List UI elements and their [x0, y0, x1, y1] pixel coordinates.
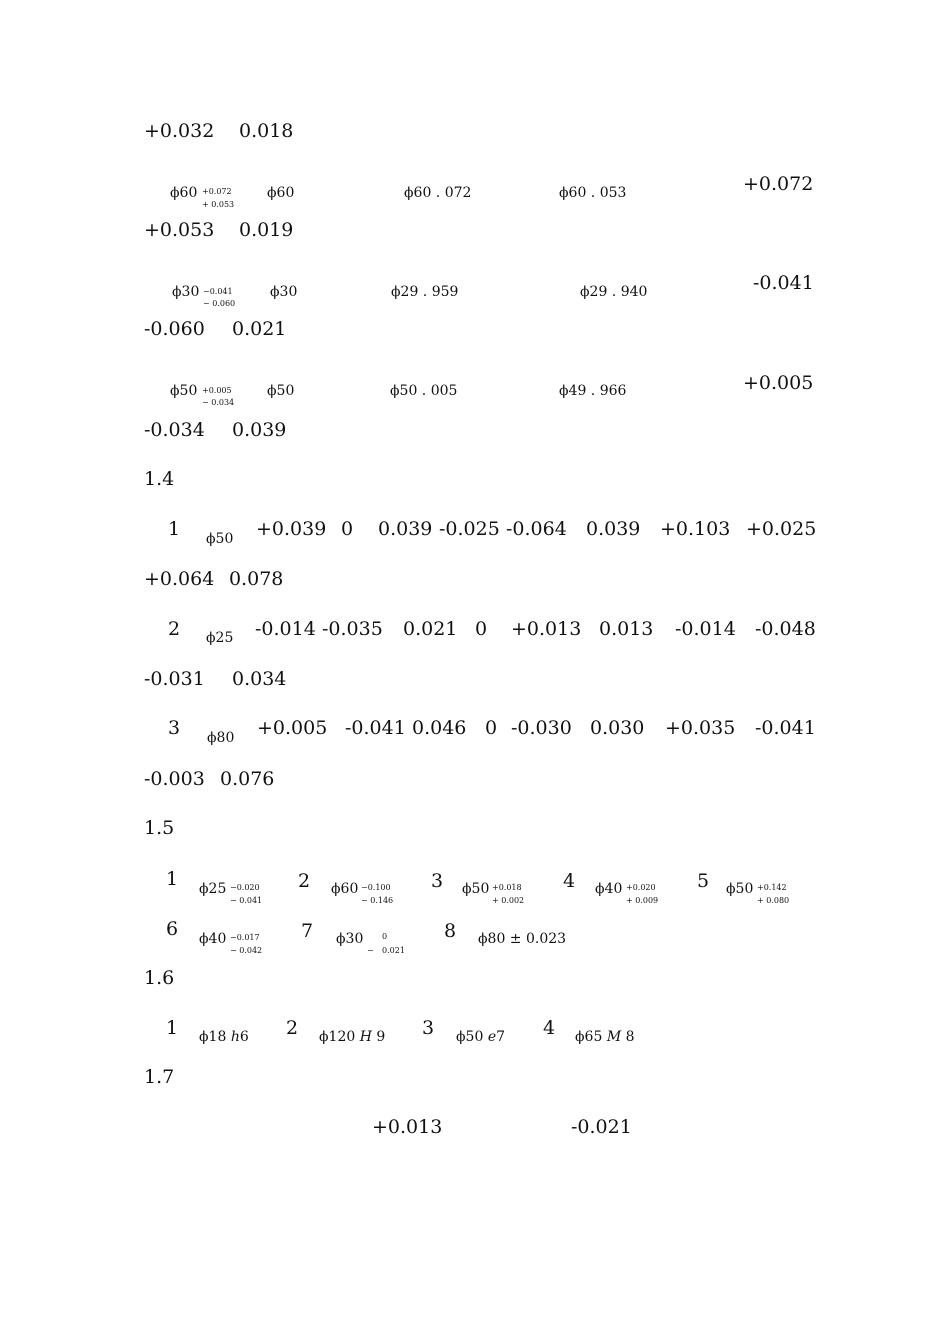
section-number: 1.4: [144, 468, 175, 490]
value-text: +0.035: [665, 717, 736, 739]
value-text: -0.060: [144, 318, 205, 340]
lower-deviation-sign: −: [367, 946, 374, 955]
lower-deviation: 0.021: [382, 946, 405, 955]
lower-deviation: + 0.009: [626, 896, 659, 905]
upper-deviation: −0.020: [230, 883, 260, 892]
max-limit: ϕ50 . 005: [390, 383, 458, 399]
dimension-symbol: ϕ40: [199, 931, 227, 947]
value-text: 0: [341, 518, 354, 540]
lower-deviation: − 0.060: [203, 299, 236, 308]
value-text: 0.034: [232, 668, 287, 690]
item-number: 2: [286, 1017, 299, 1039]
value-text: 0.019: [239, 219, 294, 241]
value-text: 0: [485, 717, 498, 739]
min-limit: ϕ60 . 053: [559, 185, 627, 201]
item-number: 8: [444, 920, 457, 942]
min-limit: ϕ29 . 940: [580, 284, 648, 300]
item-number: 2: [298, 870, 311, 892]
value-text: -0.064: [506, 518, 567, 540]
item-number: 4: [563, 870, 576, 892]
value-text: -0.021: [571, 1116, 632, 1138]
value-text: -0.034: [144, 419, 205, 441]
dimension-symbol: ϕ50: [462, 881, 490, 897]
max-limit: ϕ29 . 959: [391, 284, 459, 300]
dimension-symbol: ϕ80 ± 0.023: [478, 931, 567, 947]
value-text: 0.046: [412, 717, 467, 739]
value-text: -0.003: [144, 768, 205, 790]
value-text: +0.064: [144, 568, 215, 590]
upper-deviation: 0: [382, 932, 388, 941]
value-text: -0.041: [345, 717, 406, 739]
item-number: 3: [431, 870, 444, 892]
upper-deviation: +0.142: [757, 883, 787, 892]
min-limit: ϕ49 . 966: [559, 383, 627, 399]
value-text: -0.041: [755, 717, 816, 739]
upper-deviation: +0.018: [492, 883, 522, 892]
value-text: -0.031: [144, 668, 205, 690]
lower-deviation: − 0.042: [230, 946, 263, 955]
upper-deviation: −0.100: [361, 883, 391, 892]
value-text: 0.030: [590, 717, 645, 739]
row-number: 2: [168, 618, 181, 640]
dimension-symbol: ϕ30: [336, 931, 364, 947]
lower-deviation: − 0.034: [202, 398, 235, 407]
value-text: +0.005: [257, 717, 328, 739]
lower-deviation: − 0.146: [361, 896, 394, 905]
dimension-symbol: ϕ50: [170, 383, 198, 399]
section-number: 1.5: [144, 817, 175, 839]
dimension-symbol: ϕ50: [206, 531, 234, 547]
value-text: -0.014: [675, 618, 736, 640]
basic-size: ϕ50: [267, 383, 295, 399]
value-text: 0.076: [220, 768, 275, 790]
value-text: 0.039: [232, 419, 287, 441]
value-text: 0.018: [239, 120, 294, 142]
dimension-symbol: ϕ50: [726, 881, 754, 897]
value-text: -0.025: [439, 518, 500, 540]
upper-deviation: −0.041: [203, 287, 233, 296]
value-text: -0.041: [753, 272, 814, 294]
lower-deviation: + 0.080: [757, 896, 790, 905]
value-text: +0.032: [144, 120, 215, 142]
dimension-symbol: ϕ60: [331, 881, 359, 897]
upper-deviation: +0.072: [202, 187, 232, 196]
value-text: 0.013: [599, 618, 654, 640]
item-number: 6: [166, 918, 179, 940]
dimension-symbol: ϕ25: [206, 630, 234, 646]
basic-size: ϕ30: [270, 284, 298, 300]
value-text: 0.039: [378, 518, 433, 540]
upper-deviation: +0.020: [626, 883, 656, 892]
value-text: +0.103: [660, 518, 731, 540]
dimension-symbol: ϕ40: [595, 881, 623, 897]
value-text: +0.053: [144, 219, 215, 241]
value-text: 0.021: [403, 618, 458, 640]
lower-deviation: + 0.053: [202, 200, 235, 209]
item-number: 7: [301, 920, 314, 942]
tolerance-code: ϕ120 H 9: [319, 1029, 386, 1045]
value-text: 0: [475, 618, 488, 640]
value-text: -0.014: [255, 618, 316, 640]
section-number: 1.6: [144, 967, 175, 989]
basic-size: ϕ60: [267, 185, 295, 201]
value-text: +0.025: [746, 518, 817, 540]
value-text: -0.030: [511, 717, 572, 739]
tolerance-code: ϕ18 h6: [199, 1029, 249, 1045]
value-text: +0.072: [743, 173, 814, 195]
value-text: +0.039: [256, 518, 327, 540]
dimension-symbol: ϕ60: [170, 185, 198, 201]
tolerance-code: ϕ65 M 8: [575, 1029, 635, 1045]
dimension-symbol: ϕ25: [199, 881, 227, 897]
max-limit: ϕ60 . 072: [404, 185, 472, 201]
value-text: +0.013: [372, 1116, 443, 1138]
item-number: 1: [166, 868, 179, 890]
lower-deviation: + 0.002: [492, 896, 525, 905]
lower-deviation: − 0.041: [230, 896, 263, 905]
value-text: +0.005: [743, 372, 814, 394]
item-number: 3: [422, 1017, 435, 1039]
dimension-symbol: ϕ30: [172, 284, 200, 300]
dimension-symbol: ϕ80: [207, 730, 235, 746]
upper-deviation: −0.017: [230, 933, 260, 942]
item-number: 4: [543, 1017, 556, 1039]
value-text: +0.013: [511, 618, 582, 640]
section-number: 1.7: [144, 1066, 175, 1088]
value-text: -0.035: [322, 618, 383, 640]
value-text: 0.021: [232, 318, 287, 340]
row-number: 3: [168, 717, 181, 739]
item-number: 1: [166, 1017, 179, 1039]
value-text: 0.039: [586, 518, 641, 540]
upper-deviation: +0.005: [202, 386, 232, 395]
row-number: 1: [168, 518, 181, 540]
tolerance-code: ϕ50 e7: [456, 1029, 506, 1045]
value-text: -0.048: [755, 618, 816, 640]
item-number: 5: [697, 870, 710, 892]
value-text: 0.078: [229, 568, 284, 590]
